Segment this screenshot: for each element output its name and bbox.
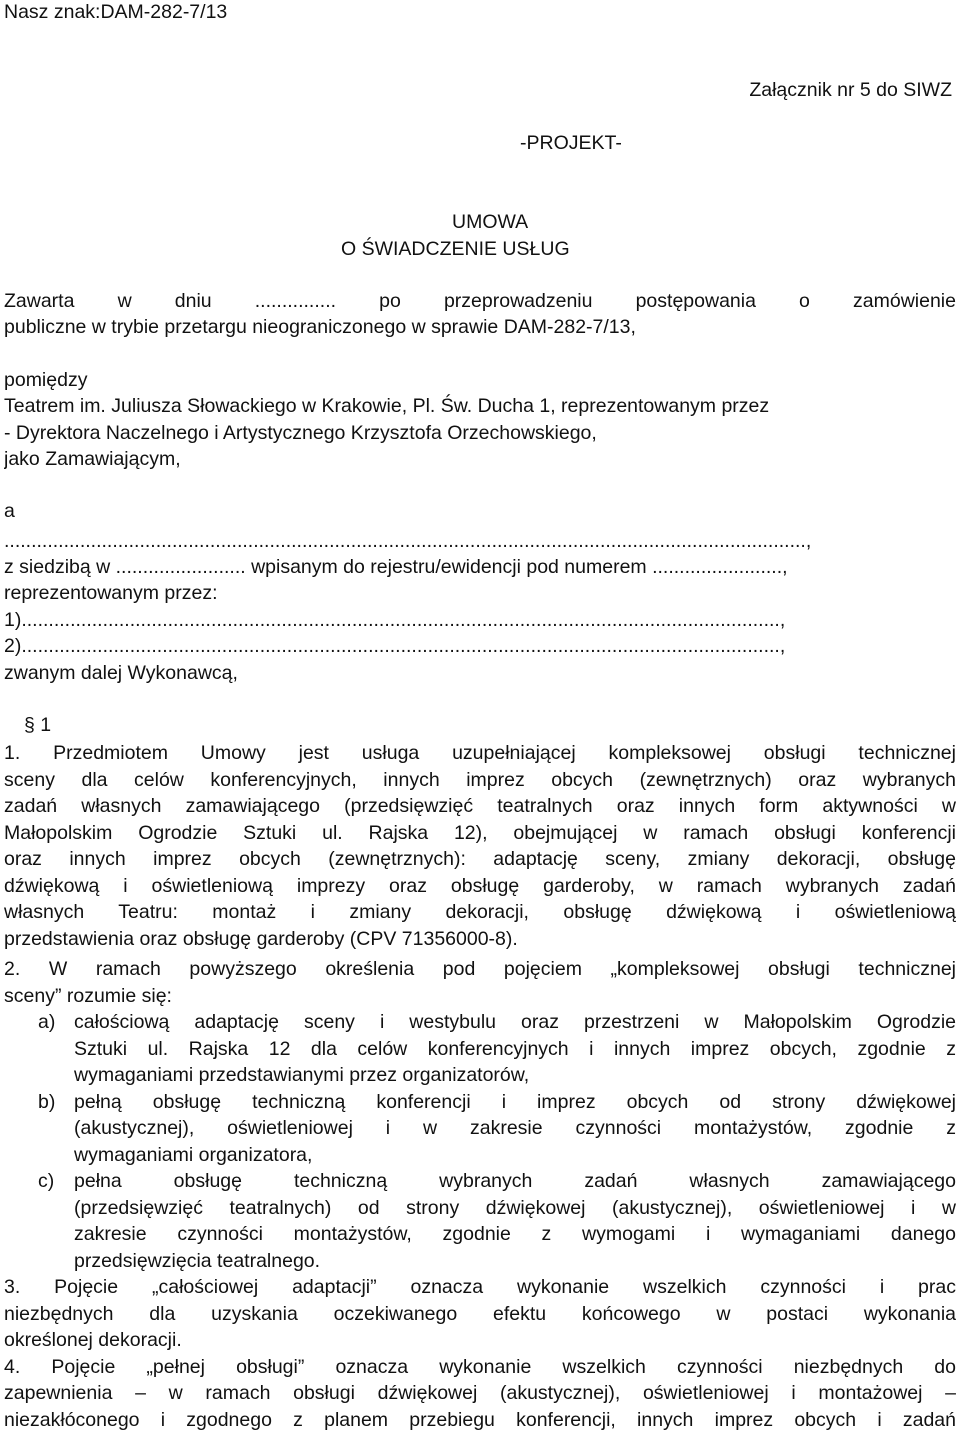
para1-line: oraz innych imprez obcych (zewnętrznych): adaptację sceny, zmiany dekoracji, obsługę — [4, 848, 956, 870]
para3-line: 3. Pojęcie „całościowej adaptacji” oznacza wykonanie wszelkich czynności i prac — [4, 1276, 956, 1298]
party2-line: zwanym dalej Wykonawcą, — [4, 662, 238, 684]
draft-label: -PROJEKT- — [520, 132, 622, 154]
party2-line: reprezentowanym przez: — [4, 582, 218, 604]
title-line-2: O ŚWIADCZENIE USŁUG — [341, 238, 570, 260]
party2-line: 1)............................................................................................................................................, — [4, 609, 786, 631]
party2-line: 2)............................................................................................................................................, — [4, 635, 786, 657]
item-b-line: (akustycznej), oświetleniowej i w zakresie czynności montażystów, zgodnie z — [74, 1117, 956, 1139]
party2-line: ...................................................................................................................................................., — [4, 530, 812, 552]
item-b-label: b) — [38, 1091, 56, 1113]
para2-line: 2. W ramach powyższego określenia pod pojęciem „kompleksowej obsługi technicznej — [4, 958, 956, 980]
para4-line: niezakłóconego i zgodnego z planem przebiegu konferencji, innych imprez obcych i zadań — [4, 1409, 956, 1431]
item-c-line: zakresie czynności montażystów, zgodnie z wymogami i wymaganiami danego — [74, 1223, 956, 1245]
item-c-line: (przedsięwzięć teatralnych) od strony dźwiękowej (akustycznej), oświetleniowej i w — [74, 1197, 956, 1219]
intro-line: Zawarta w dniu ............... po przeprowadzeniu postępowania o zamówienie — [4, 290, 956, 312]
item-a-line: wymaganiami przedstawianymi przez organizatorów, — [74, 1064, 530, 1086]
title-line-1: UMOWA — [452, 211, 529, 233]
case-reference: Nasz znak:DAM-282-7/13 — [4, 1, 228, 23]
party2-line: z siedzibą w ........................ wpisanym do rejestru/ewidencji pod numerem ........................, — [4, 556, 788, 578]
item-c-label: c) — [38, 1170, 55, 1192]
para3-line: niezbędnych dla uzyskania oczekiwanego efektu końcowego w postaci wykonania — [4, 1303, 956, 1325]
para4-line: zapewnienia – w ramach obsługi dźwiękowej (akustycznej), oświetleniowej i montażowej – — [4, 1382, 956, 1404]
party1-line: Teatrem im. Juliusza Słowackiego w Krakowie, Pl. Św. Ducha 1, reprezentowanym przez — [4, 395, 770, 417]
between-label: pomiędzy — [4, 369, 88, 391]
party1-line: jako Zamawiającym, — [4, 448, 181, 470]
item-a-label: a) — [38, 1011, 56, 1033]
item-a-line: całościową adaptację sceny i westybulu oraz przestrzeni w Małopolskim Ogrodzie — [74, 1011, 956, 1033]
annex-label: Załącznik nr 5 do SIWZ — [749, 79, 952, 101]
para1-line: 1. Przedmiotem Umowy jest usługa uzupełniającej kompleksowej obsługi technicznej — [4, 742, 956, 764]
item-c-line: pełna obsługę techniczną wybranych zadań własnych zamawiającego — [74, 1170, 956, 1192]
para1-line: dźwiękową i oświetleniową imprezy oraz obsługę garderoby, w ramach wybranych zadań — [4, 875, 956, 897]
para1-line: własnych Teatru: montaż i zmiany dekoracji, obsługę dźwiękową i oświetleniową — [4, 901, 956, 923]
item-b-line: wymaganiami organizatora, — [74, 1144, 313, 1166]
and-label: a — [4, 500, 15, 522]
para1-line: sceny dla celów konferencyjnych, innych imprez obcych (zewnętrznych) oraz wybranych — [4, 769, 956, 791]
para1-line: przedstawienia oraz obsługę garderoby (CPV 71356000-8). — [4, 928, 518, 950]
para1-line: zadań własnych zamawiającego (przedsięwzięć teatralnych oraz innych form aktywności w — [4, 795, 956, 817]
party1-line: - Dyrektora Naczelnego i Artystycznego Krzysztofa Orzechowskiego, — [4, 422, 597, 444]
section-number: § 1 — [24, 714, 52, 736]
para3-line: określonej dekoracji. — [4, 1329, 182, 1351]
para2-line: sceny” rozumie się: — [4, 985, 172, 1007]
para4-line: 4. Pojęcie „pełnej obsługi” oznacza wykonanie wszelkich czynności niezbędnych do — [4, 1356, 956, 1378]
intro-line: publiczne w trybie przetargu nieograniczonego w sprawie DAM-282-7/13, — [4, 316, 636, 338]
item-c-line: przedsięwzięcia teatralnego. — [74, 1250, 321, 1272]
para1-line: Małopolskim Ogrodzie Sztuki ul. Rajska 12), obejmującej w ramach obsługi konferencji — [4, 822, 956, 844]
item-b-line: pełną obsługę techniczną konferencji i imprez obcych od strony dźwiękowej — [74, 1091, 956, 1113]
item-a-line: Sztuki ul. Rajska 12 dla celów konferencyjnych i innych imprez obcych, zgodnie z — [74, 1038, 956, 1060]
